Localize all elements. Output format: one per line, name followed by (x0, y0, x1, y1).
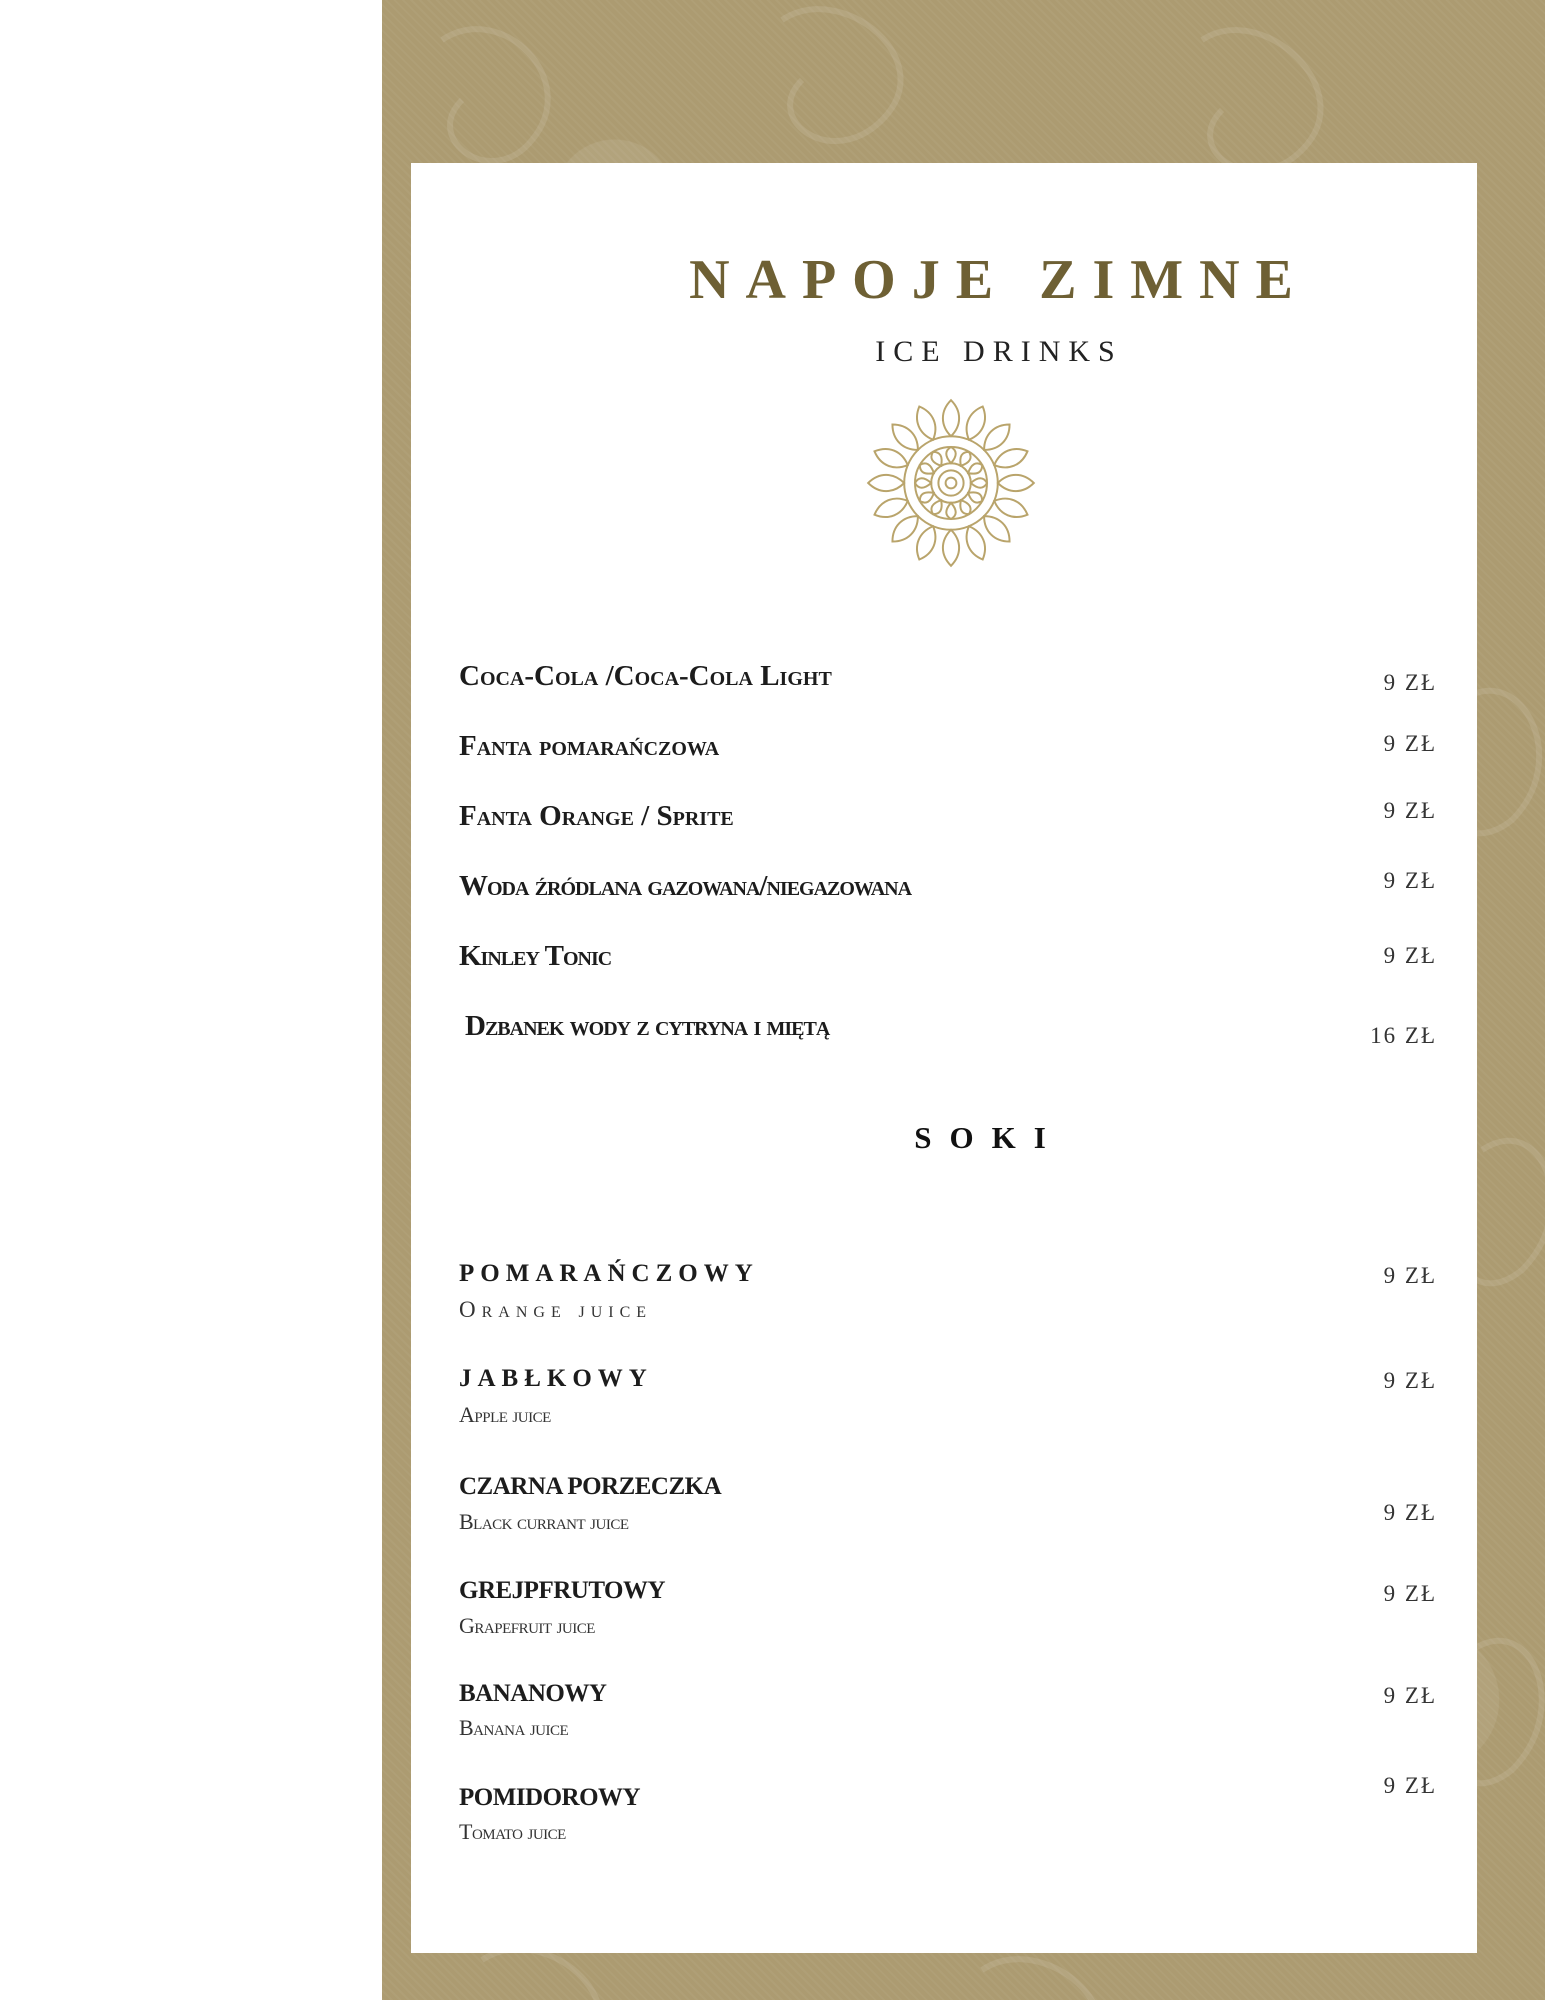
drink-price: 9 ZŁ (1383, 943, 1437, 968)
drink-price: 9 ZŁ (1383, 670, 1437, 695)
juice-price: 9 ZŁ (1383, 1500, 1437, 1525)
juice-name: BANANOWY (459, 1680, 607, 1707)
section-title: SOKI (914, 1120, 1064, 1155)
juice-subtitle: Black currant juice (459, 1509, 629, 1534)
juice-name: CZARNA PORZECZKA (459, 1473, 722, 1500)
mandala-icon (861, 393, 1041, 573)
juice-name: GREJPFRUTOWY (459, 1577, 666, 1604)
juice-subtitle: Orange juice (459, 1297, 653, 1322)
drink-name: Dzbanek wody z cytryna i miętą (465, 1010, 830, 1042)
juice-price: 9 ZŁ (1383, 1263, 1437, 1288)
juice-subtitle: Grapefruit juice (459, 1613, 595, 1638)
page-title: NAPOJE ZIMNE (689, 249, 1309, 311)
drink-price: 16 ZŁ (1370, 1023, 1437, 1048)
juice-name: JABŁKOWY (459, 1365, 653, 1392)
drink-price: 9 ZŁ (1383, 798, 1437, 823)
juice-name: POMARAŃCZOWY (459, 1260, 759, 1287)
menu-card (411, 163, 1477, 1953)
juice-price: 9 ZŁ (1383, 1773, 1437, 1798)
juice-subtitle: Tomato juice (459, 1819, 566, 1844)
page-subtitle: ICE DRINKS (875, 335, 1123, 368)
drink-name: Kinley Tonic (459, 940, 612, 972)
juice-subtitle: Banana juice (459, 1715, 569, 1740)
drink-name: Coca-Cola /Coca-Cola Light (459, 660, 832, 692)
juice-price: 9 ZŁ (1383, 1368, 1437, 1393)
juice-subtitle: Apple juice (459, 1402, 551, 1427)
juice-name: POMIDOROWY (459, 1784, 641, 1811)
juice-price: 9 ZŁ (1383, 1581, 1437, 1606)
drink-name: Fanta Orange / Sprite (459, 800, 734, 832)
juice-price: 9 ZŁ (1383, 1683, 1437, 1708)
drink-name: Woda źródlana gazowana/niegazowana (459, 870, 912, 902)
drink-price: 9 ZŁ (1383, 731, 1437, 756)
drink-name: Fanta pomarańczowa (459, 730, 720, 762)
drink-price: 9 ZŁ (1383, 868, 1437, 893)
